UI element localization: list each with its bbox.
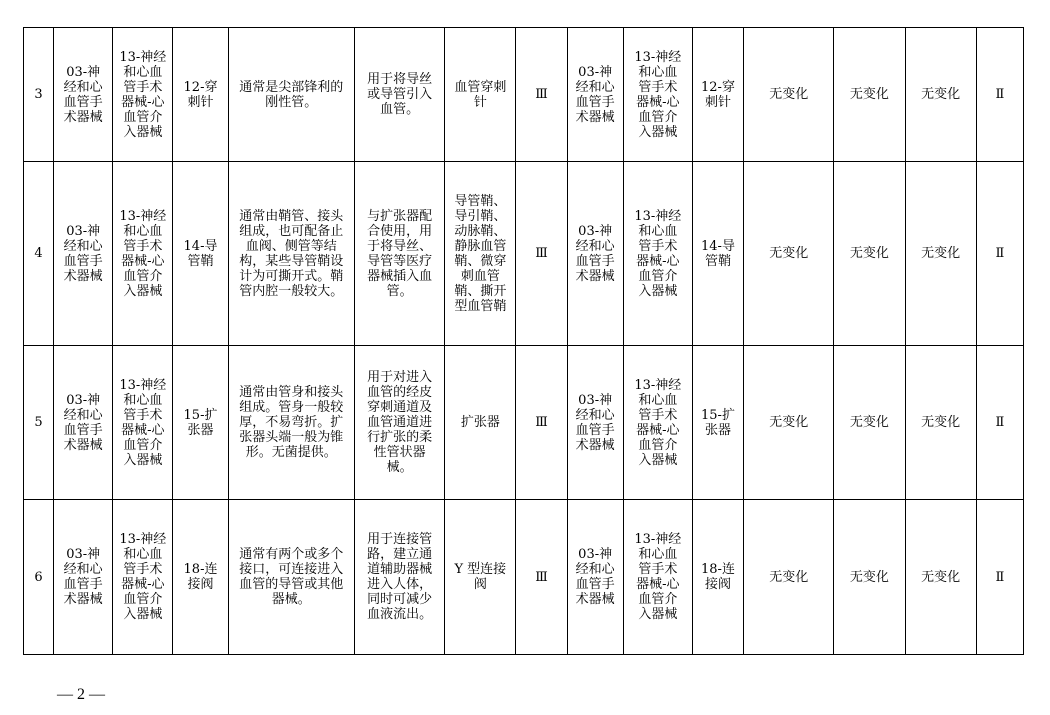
- row-number: 3: [24, 28, 54, 162]
- original-subcategory: 13-神经 和心血 管手术 器械-心 血管介 入器械: [113, 346, 173, 500]
- page-number: — 2 —: [57, 686, 105, 703]
- description-change: 无变化: [744, 162, 834, 346]
- original-class: Ⅲ: [516, 346, 567, 500]
- original-category: 03-神 经和心 血管手 术器械: [54, 28, 113, 162]
- new-class: Ⅱ: [976, 346, 1023, 500]
- table-row: [24, 346, 1024, 500]
- new-product-type: 18-连 接阀: [692, 500, 743, 655]
- new-class: Ⅱ: [976, 162, 1023, 346]
- new-product-type: 14-导 管鞘: [692, 162, 743, 346]
- new-category: 03-神 经和心 血管手 术器械: [567, 346, 623, 500]
- product-description: 通常由管身和接头 组成。管身一般较 厚，不易弯折。扩 张器头端一般为锥 形。无菌提供。: [228, 346, 354, 500]
- original-category: 03-神 经和心 血管手 术器械: [54, 346, 113, 500]
- product-examples: 血管穿刺 针: [445, 28, 516, 162]
- use-change: 无变化: [834, 28, 905, 162]
- examples-change: 无变化: [905, 162, 976, 346]
- original-product-type: 12-穿 刺针: [173, 28, 228, 162]
- original-subcategory: 13-神经 和心血 管手术 器械-心 血管介 入器械: [113, 28, 173, 162]
- new-class: Ⅱ: [976, 500, 1023, 655]
- use-change: 无变化: [834, 500, 905, 655]
- new-subcategory: 13-神经 和心血 管手术 器械-心 血管介 入器械: [623, 346, 692, 500]
- device-classification-table: [23, 27, 1024, 655]
- original-category: 03-神 经和心 血管手 术器械: [54, 500, 113, 655]
- original-subcategory: 13-神经 和心血 管手术 器械-心 血管介 入器械: [113, 162, 173, 346]
- product-examples: Y 型连接 阀: [445, 500, 516, 655]
- new-category: 03-神 经和心 血管手 术器械: [567, 500, 623, 655]
- product-description: 通常由鞘管、接头 组成，也可配备止 血阀、侧管等结 构，某些导管鞘设 计为可撕开式。鞘 管内腔一般较大。: [228, 162, 354, 346]
- use-change: 无变化: [834, 346, 905, 500]
- original-product-type: 18-连 接阀: [173, 500, 228, 655]
- intended-use: 用于将导丝 或导管引入 血管。: [354, 28, 444, 162]
- original-category: 03-神 经和心 血管手 术器械: [54, 162, 113, 346]
- description-change: 无变化: [744, 28, 834, 162]
- examples-change: 无变化: [905, 346, 976, 500]
- intended-use: 用于对进入 血管的经皮 穿刺通道及 血管通道进 行扩张的柔 性管状器 械。: [354, 346, 444, 500]
- use-change: 无变化: [834, 162, 905, 346]
- row-number: 6: [24, 500, 54, 655]
- table-row: [24, 162, 1024, 346]
- original-class: Ⅲ: [516, 28, 567, 162]
- new-product-type: 15-扩 张器: [692, 346, 743, 500]
- new-category: 03-神 经和心 血管手 术器械: [567, 28, 623, 162]
- description-change: 无变化: [744, 346, 834, 500]
- row-number: 5: [24, 346, 54, 500]
- intended-use: 与扩张器配 合使用，用 于将导丝、 导管等医疗 器械插入血 管。: [354, 162, 444, 346]
- product-description: 通常有两个或多个 接口，可连接进入 血管的导管或其他 器械。: [228, 500, 354, 655]
- original-class: Ⅲ: [516, 162, 567, 346]
- examples-change: 无变化: [905, 28, 976, 162]
- product-description: 通常是尖部锋利的 刚性管。: [228, 28, 354, 162]
- product-examples: 导管鞘、 导引鞘、 动脉鞘、 静脉血管 鞘、微穿 刺血管 鞘、撕开 型血管鞘: [445, 162, 516, 346]
- new-subcategory: 13-神经 和心血 管手术 器械-心 血管介 入器械: [623, 500, 692, 655]
- table-row: [24, 500, 1024, 655]
- new-subcategory: 13-神经 和心血 管手术 器械-心 血管介 入器械: [623, 28, 692, 162]
- new-class: Ⅱ: [976, 28, 1023, 162]
- new-product-type: 12-穿 刺针: [692, 28, 743, 162]
- product-examples: 扩张器: [445, 346, 516, 500]
- row-number: 4: [24, 162, 54, 346]
- original-product-type: 14-导 管鞘: [173, 162, 228, 346]
- new-subcategory: 13-神经 和心血 管手术 器械-心 血管介 入器械: [623, 162, 692, 346]
- original-class: Ⅲ: [516, 500, 567, 655]
- description-change: 无变化: [744, 500, 834, 655]
- intended-use: 用于连接管 路，建立通 道辅助器械 进入人体， 同时可减少 血液流出。: [354, 500, 444, 655]
- original-subcategory: 13-神经 和心血 管手术 器械-心 血管介 入器械: [113, 500, 173, 655]
- new-category: 03-神 经和心 血管手 术器械: [567, 162, 623, 346]
- original-product-type: 15-扩 张器: [173, 346, 228, 500]
- table-row: [24, 28, 1024, 162]
- examples-change: 无变化: [905, 500, 976, 655]
